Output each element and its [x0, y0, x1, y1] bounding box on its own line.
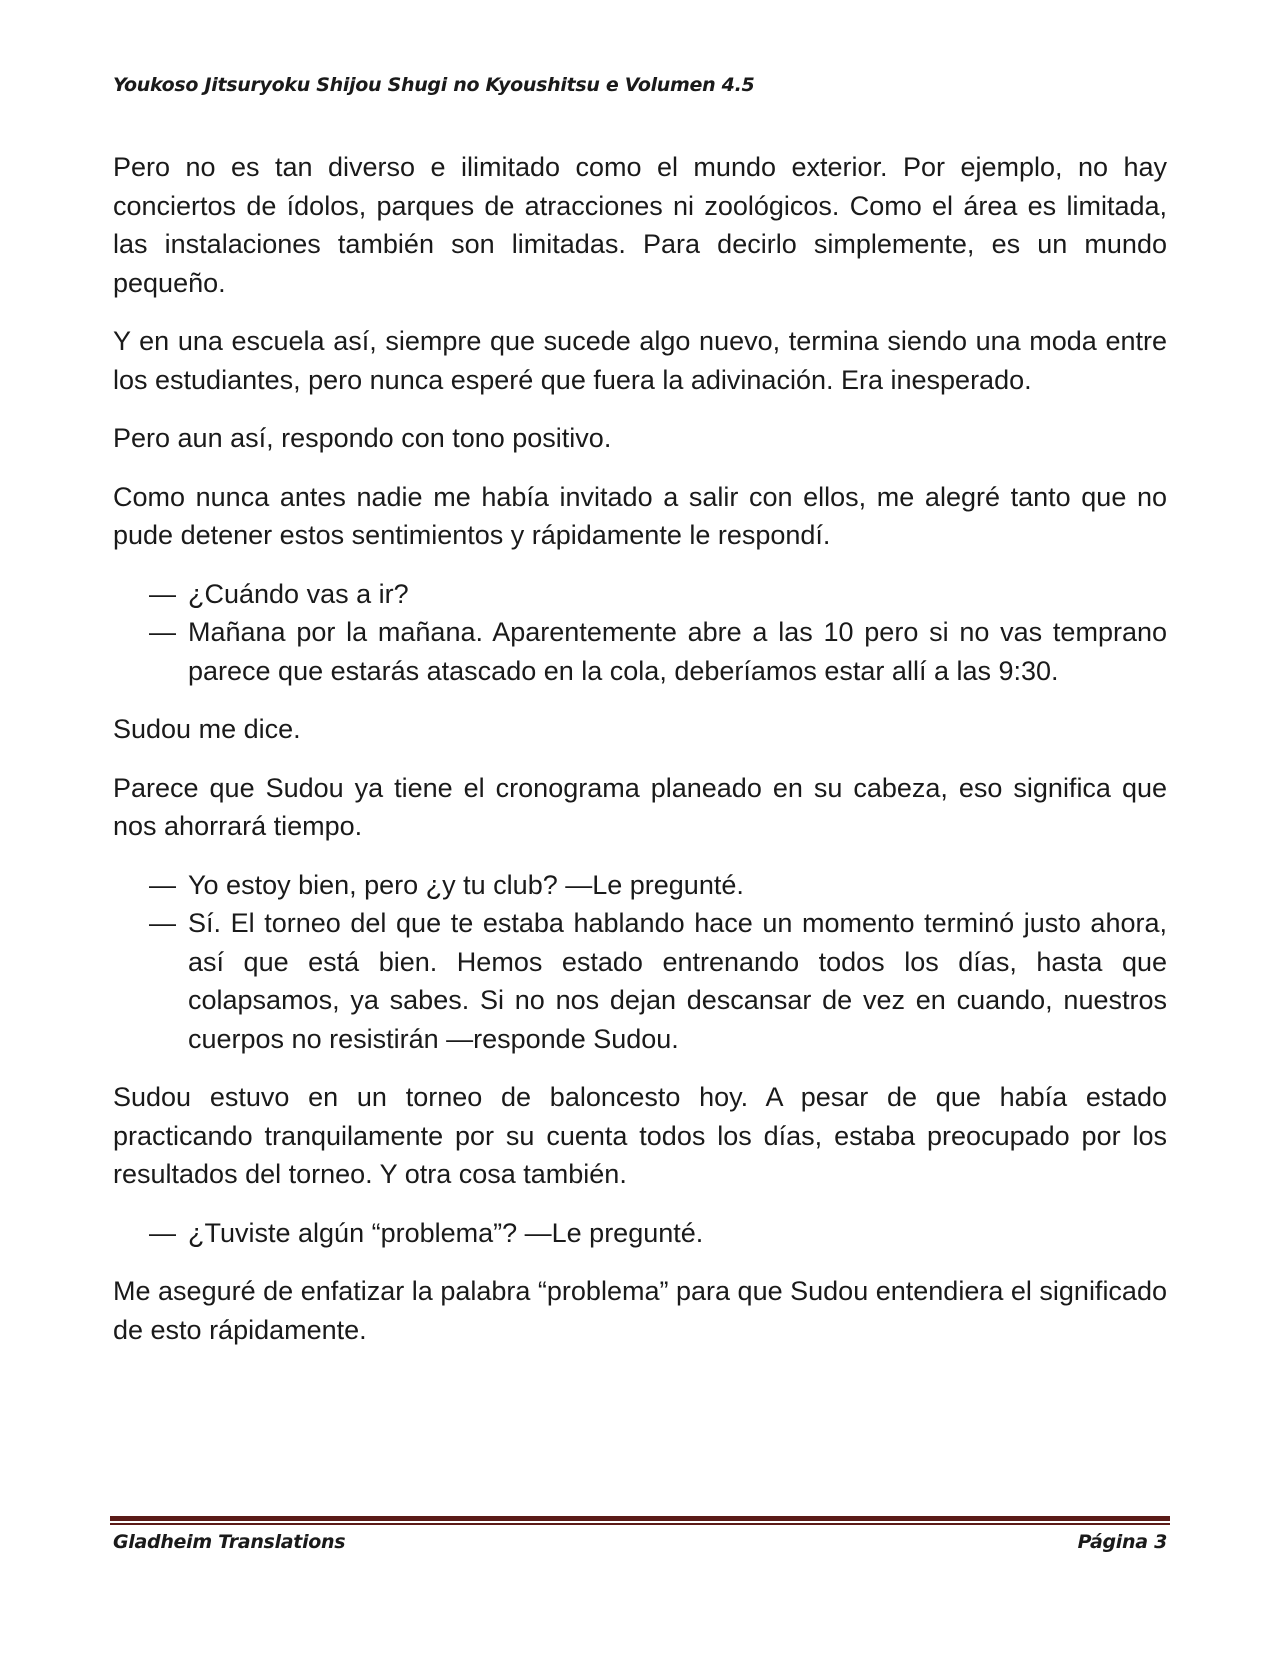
paragraph: Como nunca antes nadie me había invitado a salir con ellos, me alegré tanto que no pude detener estos sentimientos y rápidamente le respondí.	[113, 481, 1167, 550]
paragraph: Sudou me dice.	[113, 714, 301, 744]
dialogue-dash: —	[149, 908, 176, 938]
dialogue-block	[113, 575, 1167, 691]
dialogue-line	[113, 866, 1167, 905]
dialogue-block	[113, 866, 1167, 1059]
dialogue-line	[113, 1214, 1167, 1253]
paragraph: Y en una escuela así, siempre que sucede algo nuevo, termina siendo una moda entre los estudiantes, pero nunca esperé que fuera la adivinación. Era inesperado.	[113, 326, 1167, 395]
dialogue-line	[113, 904, 1167, 1058]
dialogue-dash: —	[149, 869, 176, 900]
dialogue-line	[113, 613, 1167, 690]
footer-publisher: Gladheim Translations	[113, 1531, 346, 1553]
dialogue-dash: —	[149, 1217, 176, 1248]
page-body	[113, 148, 1167, 1369]
dialogue-dash: —	[149, 578, 176, 609]
dialogue-block	[113, 1214, 1167, 1253]
running-header-title: Youkoso Jitsuryoku Shijou Shugi no Kyoushitsu e Volumen 4.5	[113, 74, 755, 96]
footer-rule	[110, 1516, 1170, 1525]
dialogue-dash: —	[149, 617, 176, 647]
paragraph: Sudou estuvo en un torneo de baloncesto hoy. A pesar de que había estado practicando tranquilamente por su cuenta todos los días, estaba preocupado por los resultados del torneo. Y otra cosa también.	[113, 1082, 1167, 1189]
dialogue-text: ¿Cuándo vas a ir?	[188, 578, 409, 609]
footer-rule-thick	[110, 1516, 1170, 1521]
paragraph: Pero aun así, respondo con tono positivo.	[113, 423, 612, 453]
paragraph: Pero no es tan diverso e ilimitado como el mundo exterior. Por ejemplo, no hay conciertos de ídolos, parques de atracciones ni zoológicos. Como el área es limitada, las instalaciones también son limitadas. Para decirlo simplemente, es un mundo pequeño.	[113, 152, 1167, 298]
dialogue-text: Sí. El torneo del que te estaba hablando hace un momento terminó justo ahora, así que está bien. Hemos estado entrenando todos los días, hasta que colapsamos, ya sabes. Si no nos dejan descansar de vez en cuando, nuestros cuerpos no resistirán —responde Sudou.	[188, 908, 1167, 1054]
paragraph: Me aseguré de enfatizar la palabra “problema” para que Sudou entendiera el significado de esto rápidamente.	[113, 1276, 1167, 1345]
page-number: Página 3	[1077, 1531, 1167, 1553]
dialogue-text: Mañana por la mañana. Aparentemente abre a las 10 pero si no vas temprano parece que estarás atascado en la cola, deberíamos estar allí a las 9:30.	[188, 617, 1167, 686]
dialogue-text: Yo estoy bien, pero ¿y tu club? —Le pregunté.	[188, 869, 744, 900]
dialogue-line	[113, 575, 1167, 614]
footer-rule-thin	[110, 1523, 1170, 1525]
dialogue-text: ¿Tuviste algún “problema”? —Le pregunté.	[188, 1217, 704, 1248]
paragraph: Parece que Sudou ya tiene el cronograma planeado en su cabeza, eso significa que nos ahorrará tiempo.	[113, 772, 1167, 841]
